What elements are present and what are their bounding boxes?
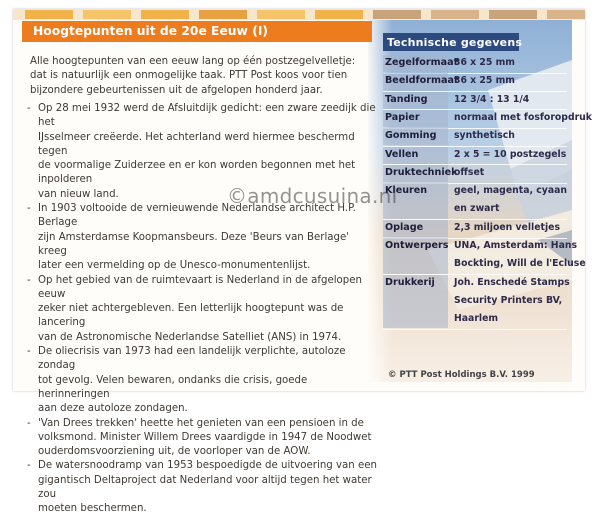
list-item-line: - De oliecrisis van 1973 had een landelijk verplichte, autoloze zondag: [38, 346, 346, 372]
intro-line: dat is natuurlijk een onmogelijke taak. PTT Post koos voor tien: [30, 70, 348, 82]
list-item: [27, 417, 377, 460]
list-item-line: - Op het gebied van de ruimtevaart is Nederland in de afgelopen eeuw: [38, 274, 362, 300]
spec-value: synthetisch: [454, 130, 515, 142]
spec-label: Oplage: [385, 221, 424, 233]
page-title: Hoogtepunten uit de 20e Eeuw (I): [33, 24, 269, 38]
list-item: [27, 202, 377, 273]
list-item-line: aan deze autoloze zondagen.: [38, 403, 188, 415]
copyright-notice: © PTT Post Holdings B.V. 1999: [388, 370, 535, 380]
list-item-line: gigantisch Deltaproject dat Nederland voor altijd tegen het water zou: [38, 474, 372, 501]
spec-value: 2,3 miljoen velletjes: [454, 221, 561, 233]
stamp-strip: [13, 9, 585, 20]
intro-line: Alle hoogtepunten van een eeuw lang op één postzegelvelletje:: [30, 56, 356, 67]
spec-label: Papier: [385, 111, 420, 123]
spec-value: Security Printers BV,: [454, 294, 563, 306]
spec-value: Bockting, Will de l'Ecluse: [454, 258, 586, 270]
list-item-line: - Op 28 mei 1932 werd de Afsluitdijk gedicht: een zware zeedijk die het: [38, 103, 376, 129]
spec-label: Gomming: [385, 130, 437, 142]
highlights-list: [27, 102, 377, 517]
list-item-line: tot gevolg. Velen bewaren, ondanks die crisis, goede herinneringen: [38, 374, 308, 400]
spec-value: normaal met fosforopdruk: [454, 111, 592, 123]
spec-value: 36 x 25 mm: [454, 57, 515, 68]
spec-label: Beeldformaat: [385, 75, 459, 87]
list-item-line: de voormalige Zuiderzee en er kon worden begonnen met het inpolderen: [38, 160, 356, 186]
list-item-line: - In 1903 voltooide de vernieuwende Nederlandse architect H.P. Berlage: [38, 203, 356, 229]
list-item: [27, 274, 377, 345]
spec-label: Ontwerpers: [385, 240, 449, 251]
list-item-line: zeker niet achtergebleven. Een letterlijk hoogtepunt was de lancering: [38, 303, 344, 329]
spec-label: Vellen: [385, 148, 419, 160]
list-item-line: ouderdomsvoorziening uit, de voorloper van de AOW.: [38, 446, 311, 458]
spec-value: offset: [454, 166, 485, 178]
list-item-line: later een vermelding op de Unesco-monumentenlijst.: [38, 260, 311, 272]
spec-value: 2 x 5 = 10 postzegels: [454, 148, 567, 160]
spec-value: 12 3/4 : 13 1/4: [454, 93, 530, 105]
list-item-line: van de Astronomische Nederlandse Satelliet (ANS) in 1974.: [38, 331, 342, 343]
spec-label: Tanding: [385, 93, 428, 105]
list-item: [27, 345, 377, 416]
spec-label: Zegelformaat: [385, 57, 459, 68]
spec-value: UNA, Amsterdam: Hans: [454, 240, 577, 251]
list-item-line: IJsselmeer creëerde. Het achterland werd hiermee beschermd tegen: [38, 131, 355, 157]
watermark: ©amdcusuina.nl: [227, 184, 398, 208]
list-item-line: zijn Amsterdamse Koopmansbeurs. Deze 'Beurs van Berlage' kreeg: [38, 231, 350, 257]
spec-value: Joh. Enschedé Stamps: [454, 276, 570, 288]
list-item-line: volksmond. Minister Willem Drees vaardigde in 1947 de Noodwet: [38, 431, 372, 443]
row-divider: [383, 329, 567, 330]
list-item-line: van nieuw land.: [38, 188, 119, 200]
intro-paragraph: [30, 55, 375, 98]
spec-label: Druktechniek: [385, 166, 458, 178]
spec-label: Drukkerij: [385, 276, 435, 288]
spec-value: geel, magenta, cyaan: [454, 185, 567, 197]
spec-value: en zwart: [454, 203, 500, 215]
tech-header: Technische gegevens: [387, 36, 523, 49]
spec-value: 36 x 25 mm: [454, 75, 515, 87]
list-item-line: moeten beschermen.: [38, 503, 147, 515]
list-item-line: - De watersnoodramp van 1953 bespoedigde de uitvoering van een: [38, 460, 377, 472]
spec-value: Haarlem: [454, 313, 499, 325]
spec-label: Kleuren: [385, 185, 428, 197]
list-item: [27, 459, 377, 516]
intro-line: bijzondere gebeurtenissen uit de afgelopen honderd jaar.: [30, 84, 323, 96]
list-item-line: - 'Van Drees trekken' heette het genieten van een pensioen in de: [38, 417, 364, 429]
